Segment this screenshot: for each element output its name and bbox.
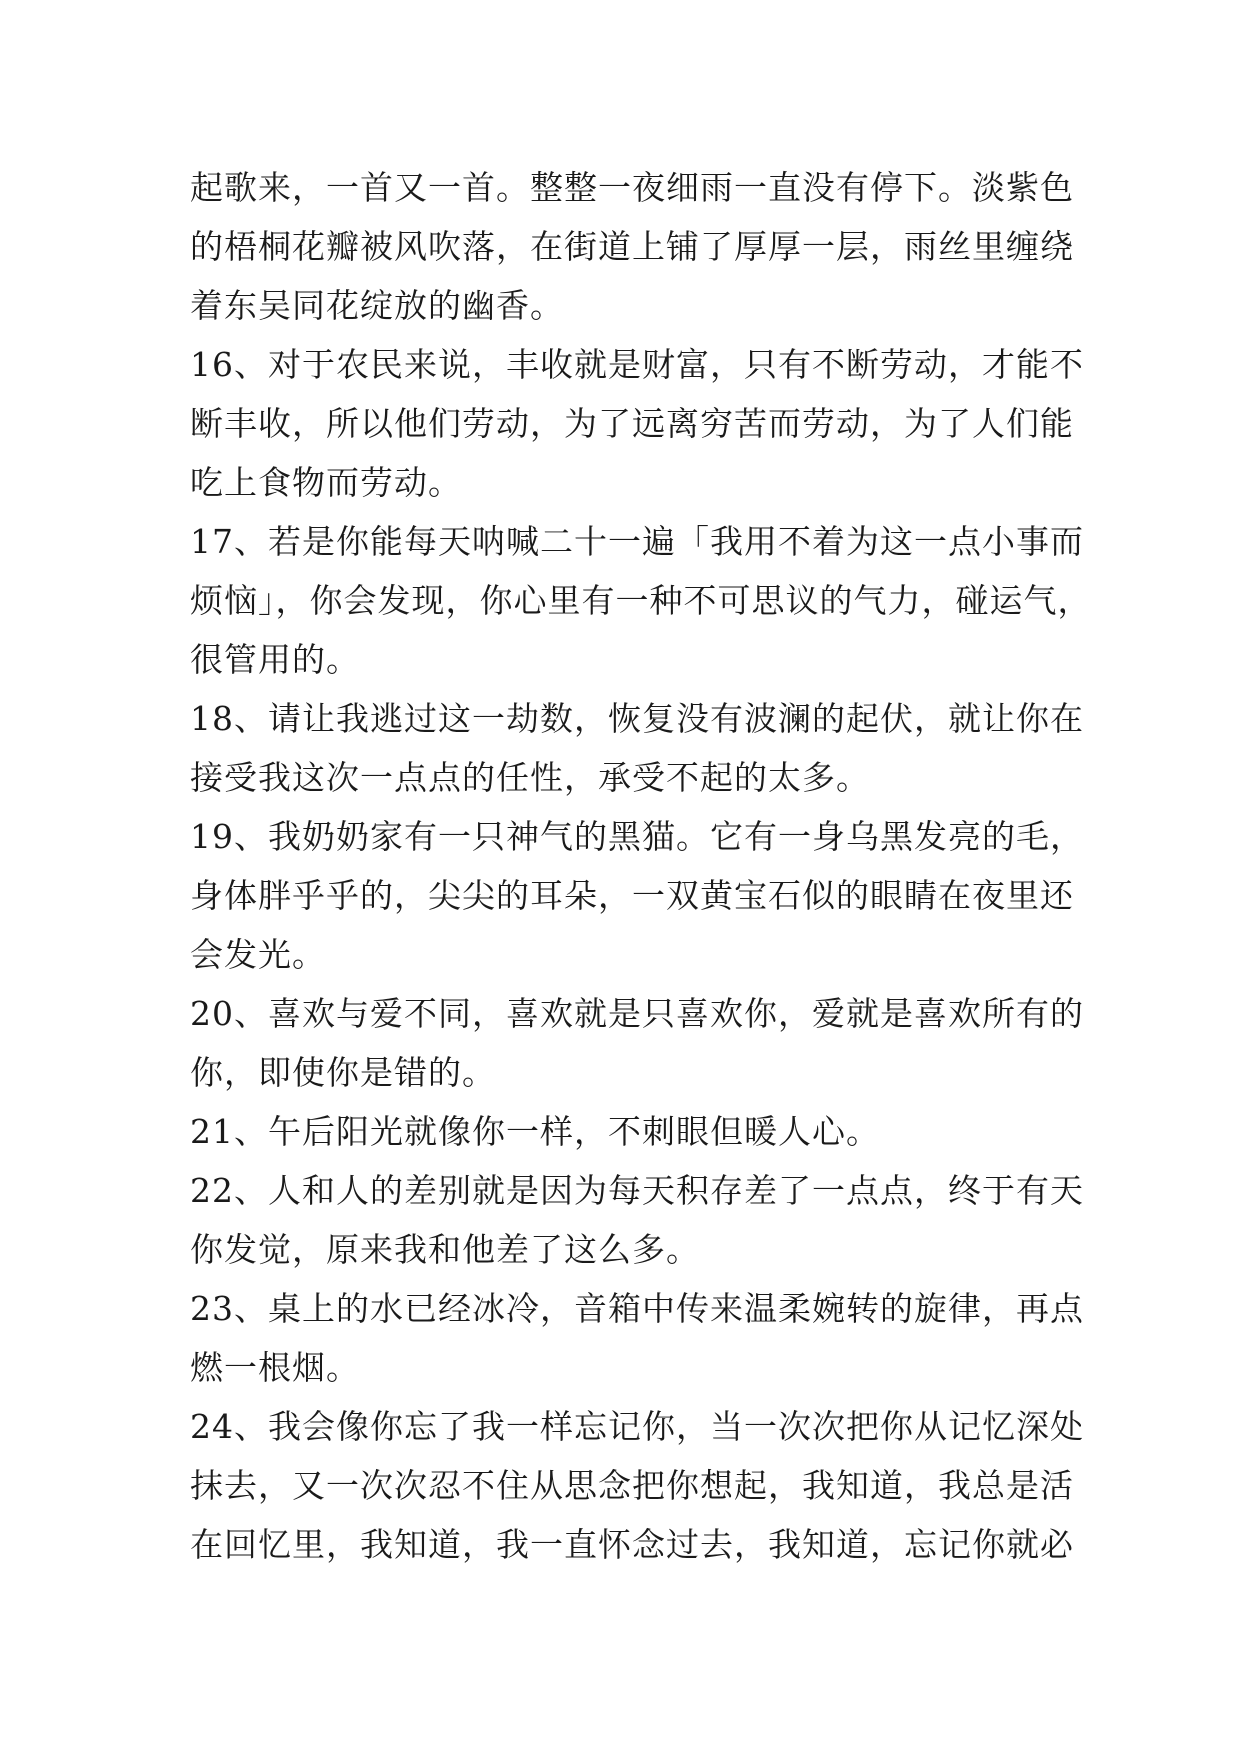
text-line: 22、人和人的差别就是因为每天积存差了一点点，终于有天 — [190, 1171, 1084, 1210]
paragraph — [190, 335, 1084, 512]
text-line: 你发觉，原来我和他差了这么多。 — [190, 1230, 700, 1269]
text-line: 18、请让我逃过这一劫数，恢复没有波澜的起伏，就让你在 — [190, 699, 1084, 738]
text-line: 抹去，又一次次忍不住从思念把你想起，我知道，我总是活 — [190, 1466, 1074, 1505]
text-line: 23、桌上的水已经冰冷，音箱中传来温柔婉转的旋律，再点 — [190, 1289, 1084, 1328]
text-line: 在回忆里，我知道，我一直怀念过去，我知道，忘记你就必 — [190, 1525, 1074, 1564]
text-line: 20、喜欢与爱不同，喜欢就是只喜欢你，爱就是喜欢所有的 — [190, 994, 1084, 1033]
document-body — [190, 158, 1092, 1574]
text-line: 21、午后阳光就像你一样，不刺眼但暖人心。 — [190, 1112, 880, 1151]
text-line: 你，即使你是错的。 — [190, 1053, 496, 1092]
text-line: 燃一根烟。 — [190, 1348, 360, 1387]
text-line: 烦恼」，你会发现，你心里有一种不可思议的气力，碰运气， — [190, 581, 1092, 620]
paragraph — [190, 1397, 1084, 1574]
text-line: 24、我会像你忘了我一样忘记你，当一次次把你从记忆深处 — [190, 1407, 1084, 1446]
paragraph — [190, 1161, 1084, 1279]
paragraph — [190, 1102, 1070, 1161]
text-line: 17、若是你能每天呐喊二十一遍「我用不着为这一点小事而 — [190, 522, 1084, 561]
text-line: 吃上食物而劳动。 — [190, 463, 462, 502]
text-line: 19、我奶奶家有一只神气的黑猫。它有一身乌黑发亮的毛， — [190, 817, 1084, 856]
paragraph — [190, 1279, 1084, 1397]
text-line: 起歌来，一首又一首。整整一夜细雨一直没有停下。淡紫色 — [190, 168, 1074, 207]
text-line: 很管用的。 — [190, 640, 360, 679]
paragraph — [190, 689, 1084, 807]
text-line: 的梧桐花瓣被风吹落，在街道上铺了厚厚一层，雨丝里缠绕 — [190, 227, 1074, 266]
text-line: 断丰收，所以他们劳动，为了远离穷苦而劳动，为了人们能 — [190, 404, 1074, 443]
text-line: 接受我这次一点点的任性，承受不起的太多。 — [190, 758, 870, 797]
text-line: 着东吴同花绽放的幽香。 — [190, 286, 564, 325]
paragraph — [190, 512, 1092, 689]
text-line: 会发光。 — [190, 935, 326, 974]
text-line: 身体胖乎乎的，尖尖的耳朵，一双黄宝石似的眼睛在夜里还 — [190, 876, 1074, 915]
text-line: 16、对于农民来说，丰收就是财富，只有不断劳动，才能不 — [190, 345, 1084, 384]
paragraph — [190, 807, 1084, 984]
paragraph — [190, 984, 1084, 1102]
paragraph — [190, 158, 1074, 335]
